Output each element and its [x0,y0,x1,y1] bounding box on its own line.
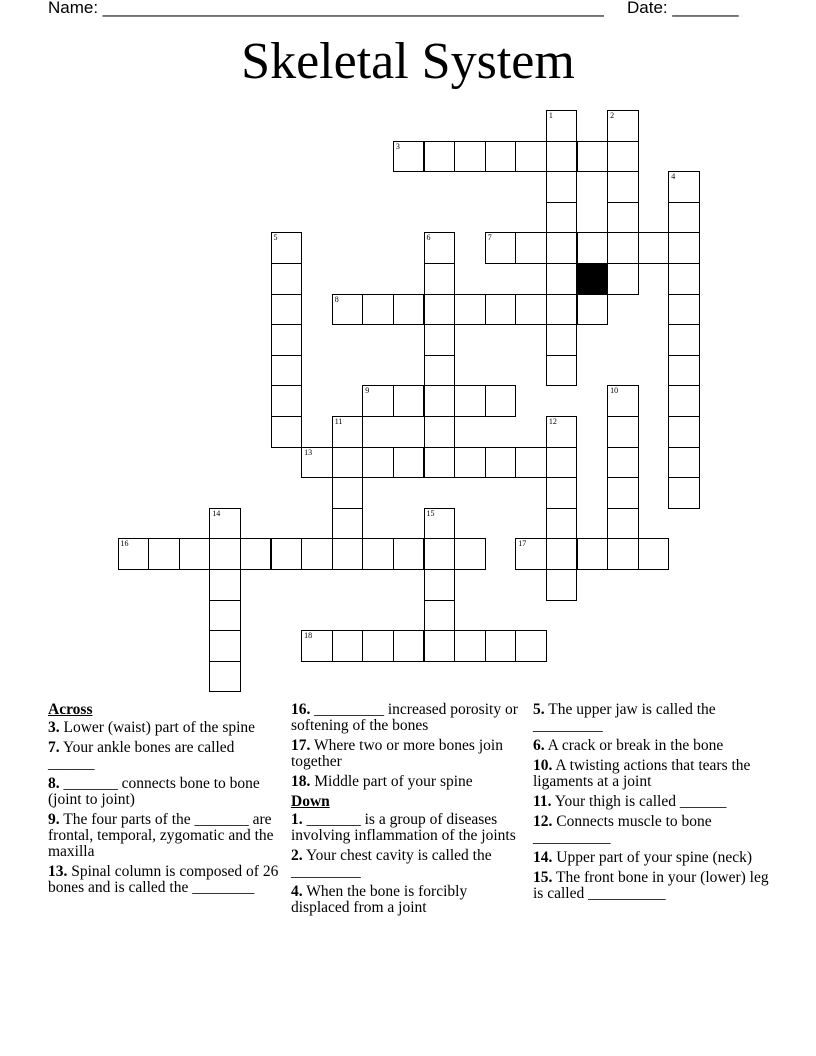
down-clue [291,848,527,880]
grid-cell[interactable] [393,447,425,479]
grid-cell[interactable] [271,324,303,356]
grid-cell[interactable] [424,294,456,326]
clue-text: Your ankle bones are called ______ [48,739,235,772]
grid-cell[interactable] [638,232,670,264]
grid-cell[interactable] [546,447,578,479]
clue-number-label: 9 [365,386,370,396]
grid-cell[interactable] [515,141,547,173]
grid-cell[interactable] [577,141,609,173]
clue-text: When the bone is forcibly displaced from a joint [291,883,468,916]
grid-cell[interactable] [271,355,303,387]
grid-cell[interactable] [546,477,578,509]
grid-cell[interactable] [515,630,547,662]
grid-cell[interactable] [454,385,486,417]
clue-number: 1. [291,811,303,828]
across-clue [291,774,527,790]
date-field-label: Date: _______ [627,0,739,17]
grid-cell[interactable] [332,538,364,570]
clue-text: Your chest cavity is called the _________ [291,847,492,880]
clue-number-label: 13 [304,447,313,457]
clue-number-label: 18 [304,631,313,641]
grid-cell[interactable] [424,538,456,570]
across-clue [48,720,284,736]
grid-cell[interactable] [424,447,456,479]
clue-number: 9. [48,811,60,828]
grid-cell[interactable] [148,538,180,570]
clue-text: The upper jaw is called the _________ [533,701,716,734]
grid-cell[interactable] [546,538,578,570]
grid-cell[interactable] [332,294,364,326]
down-heading: Down [291,793,330,810]
clue-text: Upper part of your spine (neck) [556,849,753,866]
down-clue [533,850,769,866]
grid-cell[interactable] [179,538,211,570]
clue-number-label: 2 [610,111,615,120]
grid-cell[interactable] [424,355,456,387]
grid-cell[interactable] [668,324,700,356]
grid-cell[interactable] [424,569,456,601]
grid-cell[interactable] [393,538,425,570]
clue-number-label: 10 [610,386,619,396]
grid-cell[interactable] [485,385,517,417]
grid-cell[interactable] [485,630,517,662]
grid-cell[interactable] [393,385,425,417]
grid-cell[interactable] [668,263,700,295]
grid-cell[interactable] [668,355,700,387]
grid-cell[interactable] [271,232,303,264]
grid-cell[interactable] [209,569,241,601]
grid-cell[interactable] [301,447,333,479]
grid-cell[interactable] [271,294,303,326]
grid-cell[interactable] [546,416,578,448]
clues-column-1 [48,702,284,900]
grid-cell[interactable] [577,538,609,570]
grid-cell[interactable] [362,630,394,662]
grid-cell[interactable] [454,630,486,662]
across-heading: Across [48,701,93,718]
clue-number-label: 7 [487,233,492,243]
down-clue [291,812,527,844]
clue-number-label: 14 [212,508,221,518]
grid-cell[interactable] [454,141,486,173]
grid-cell[interactable] [362,538,394,570]
down-clue [533,738,769,754]
grid-cell[interactable] [424,263,456,295]
clue-number-label: 6 [426,233,431,243]
clue-number: 7. [48,739,60,756]
clue-text: The front bone in your (lower) leg is called __________ [533,869,769,902]
grid-cell[interactable] [515,538,547,570]
clue-text: Lower (waist) part of the spine [63,719,256,736]
grid-cell[interactable] [209,661,241,693]
clue-number-label: 17 [518,539,527,549]
down-clue [291,884,527,916]
clue-text: Connects muscle to bone __________ [533,813,712,846]
grid-cell[interactable] [271,416,303,448]
grid-cell[interactable] [332,416,364,448]
page-title: Skeletal System [241,33,575,90]
grid-cell[interactable] [209,508,241,540]
grid-cell[interactable] [209,630,241,662]
grid-cell[interactable] [301,630,333,662]
grid-cell[interactable] [424,141,456,173]
grid-cell[interactable] [424,630,456,662]
across-clue [291,738,527,770]
clue-number-label: 12 [548,417,557,426]
grid-cell[interactable] [485,294,517,326]
grid-cell[interactable] [546,202,578,234]
grid-cell[interactable] [577,294,609,326]
down-clue [533,814,769,846]
grid-cell[interactable] [668,447,700,479]
across-clue [48,740,284,772]
clue-number: 14. [533,849,553,866]
grid-cell[interactable] [668,232,700,264]
across-clue [48,776,284,808]
across-clue [48,812,284,860]
grid-cell[interactable] [546,141,578,173]
clue-text: _________ increased porosity or softening of the bones [291,701,518,734]
grid-cell[interactable] [668,416,700,448]
grid-cell[interactable] [607,171,639,203]
clue-text: The four parts of the _______ are frontal, temporal, zygomatic and the maxilla [48,811,274,860]
grid-cell[interactable] [424,385,456,417]
grid-cell[interactable] [393,630,425,662]
grid-cell[interactable] [607,232,639,264]
clue-number: 6. [533,737,545,754]
grid-cell[interactable] [424,324,456,356]
grid-cell[interactable] [668,477,700,509]
clue-text: A crack or break in the bone [547,737,724,754]
grid-cell[interactable] [485,232,517,264]
grid-cell[interactable] [424,416,456,448]
grid-cell[interactable] [668,171,700,203]
clue-number-label: 3 [395,141,400,151]
clue-number: 15. [533,869,553,886]
clue-number-label: 8 [334,294,339,304]
clue-text: A twisting actions that tears the ligaments at a joint [533,757,751,790]
down-clue [533,702,769,734]
grid-cell[interactable] [546,263,578,295]
grid-cell[interactable] [546,508,578,540]
grid-cell[interactable] [607,416,639,448]
grid-cell[interactable] [301,538,333,570]
clue-text: Middle part of your spine [314,773,473,790]
grid-cell[interactable] [607,385,639,417]
clue-number-label: 4 [671,172,676,182]
grid-cell[interactable] [454,294,486,326]
clue-number: 8. [48,775,60,792]
grid-cell[interactable] [515,447,547,479]
grid-cell[interactable] [424,508,456,540]
clue-number-label: 16 [120,539,129,549]
grid-cell[interactable] [454,447,486,479]
black-square [577,263,609,295]
clues-column-3 [533,702,769,906]
clue-number: 13. [48,863,68,880]
across-clue [48,864,284,896]
grid-cell[interactable] [209,538,241,570]
grid-cell[interactable] [118,538,150,570]
grid-cell[interactable] [393,141,425,173]
grid-cell[interactable] [546,294,578,326]
clue-number: 11. [533,793,552,810]
grid-cell[interactable] [546,569,578,601]
grid-cell[interactable] [485,141,517,173]
clue-text: _______ connects bone to bone (joint to joint) [48,775,260,808]
clue-number-label: 15 [426,508,435,518]
clue-number: 12. [533,813,553,830]
grid-cell[interactable] [607,110,639,142]
clue-number: 18. [291,773,311,790]
grid-cell[interactable] [607,263,639,295]
down-clue [533,870,769,902]
grid-cell[interactable] [424,232,456,264]
grid-cell[interactable] [362,447,394,479]
clue-number: 10. [533,757,553,774]
grid-cell[interactable] [271,538,303,570]
across-clue [291,702,527,734]
grid-cell[interactable] [485,447,517,479]
grid-cell[interactable] [240,538,272,570]
grid-cell[interactable] [271,385,303,417]
grid-cell[interactable] [393,294,425,326]
grid-cell[interactable] [607,538,639,570]
grid-cell[interactable] [454,538,486,570]
down-clue [533,758,769,790]
grid-cell[interactable] [638,538,670,570]
clues-column-2 [291,702,527,920]
grid-cell[interactable] [607,202,639,234]
grid-cell[interactable] [332,477,364,509]
grid-cell[interactable] [332,630,364,662]
grid-cell[interactable] [607,447,639,479]
grid-cell[interactable] [607,477,639,509]
grid-cell[interactable] [209,600,241,632]
grid-cell[interactable] [607,141,639,173]
grid-cell[interactable] [607,508,639,540]
grid-cell[interactable] [668,202,700,234]
grid-cell[interactable] [332,447,364,479]
grid-cell[interactable] [577,232,609,264]
clue-number: 16. [291,701,311,718]
clue-text: _______ is a group of diseases involving inflammation of the joints [291,811,516,844]
grid-cell[interactable] [515,232,547,264]
clue-number: 2. [291,847,303,864]
grid-cell[interactable] [668,294,700,326]
down-clue [533,794,769,810]
clue-number: 4. [291,883,303,900]
clue-number: 3. [48,719,60,736]
clue-number: 5. [533,701,545,718]
clue-text: Your thigh is called ______ [554,793,727,810]
grid-cell[interactable] [546,355,578,387]
grid-cell[interactable] [546,171,578,203]
clue-number-label: 5 [273,233,278,243]
grid-cell[interactable] [362,385,394,417]
grid-cell[interactable] [515,294,547,326]
clue-number-label: 1 [548,111,553,120]
clue-text: Where two or more bones join together [291,737,503,770]
grid-cell[interactable] [271,263,303,295]
grid-cell[interactable] [546,110,578,142]
clue-number-label: 11 [334,417,343,426]
clue-text: Spinal column is composed of 26 bones and is called the ________ [48,863,279,896]
grid-cell[interactable] [546,232,578,264]
grid-cell[interactable] [424,600,456,632]
grid-cell[interactable] [362,294,394,326]
name-field-label: Name: _____________________________________________________ [48,0,604,17]
grid-cell[interactable] [332,508,364,540]
grid-cell[interactable] [668,385,700,417]
grid-cell[interactable] [546,324,578,356]
clue-number: 17. [291,737,311,754]
